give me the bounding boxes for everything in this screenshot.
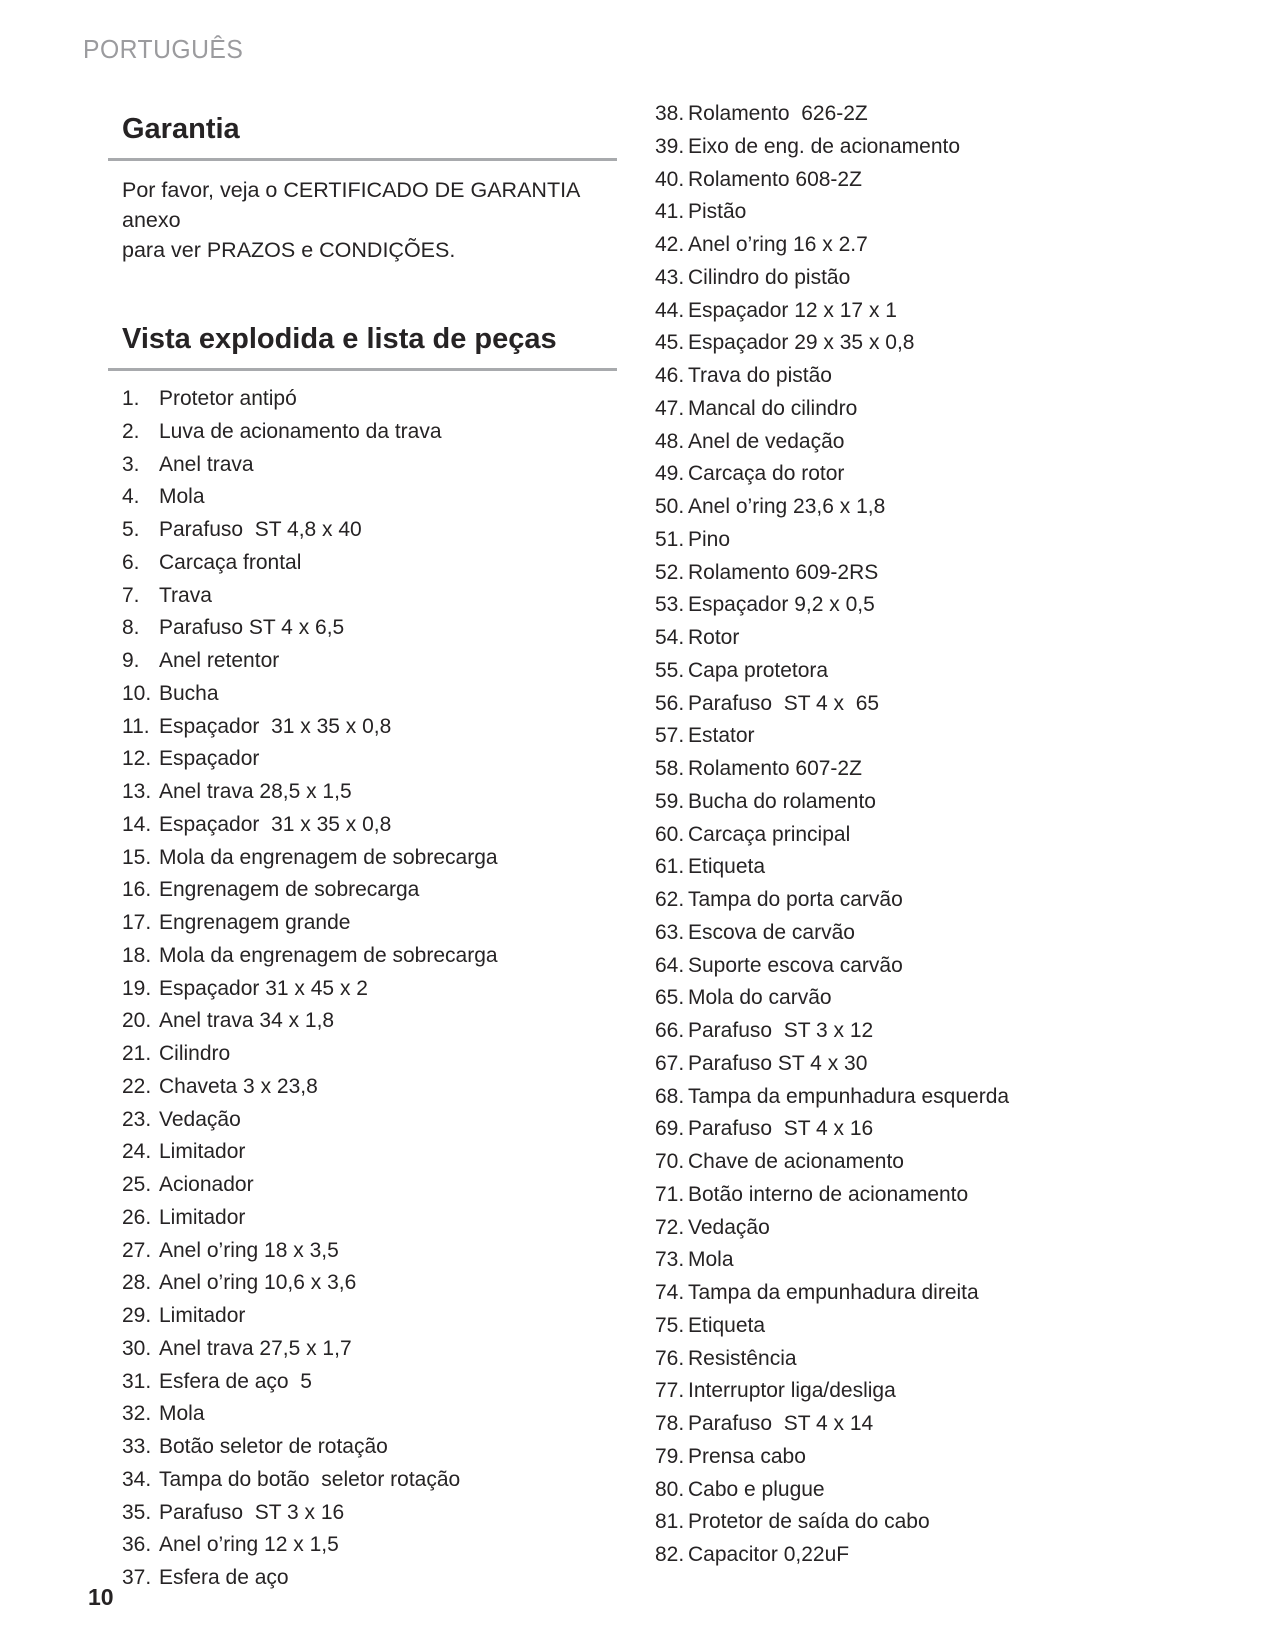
item-number: 82.	[655, 1543, 685, 1566]
item-number: 60.	[655, 822, 685, 846]
item-label: Pino	[688, 527, 731, 551]
item-number: 47.	[655, 396, 685, 420]
parts-list-item	[122, 1366, 617, 1399]
item-number: 7.	[122, 583, 140, 607]
item-label: Chaveta 3 x 23,8	[159, 1074, 318, 1098]
item-number: 67.	[655, 1051, 685, 1075]
garantia-body-line-2: para ver PRAZOS e CONDIÇÕES.	[122, 238, 456, 262]
parts-list-item	[122, 612, 617, 645]
item-number: 80.	[655, 1477, 685, 1501]
parts-list-item	[122, 1104, 617, 1137]
parts-list-item	[122, 1202, 617, 1235]
item-number: 41.	[655, 200, 685, 224]
item-label: Capacitor 0,22uF	[688, 1543, 850, 1566]
item-number: 77.	[655, 1379, 685, 1403]
parts-list-item	[122, 1529, 617, 1562]
item-label: Mola da engrenagem de sobrecarga	[159, 943, 498, 967]
item-label: Vedação	[688, 1215, 770, 1239]
parts-list-item	[655, 393, 1215, 426]
item-number: 34.	[122, 1467, 152, 1491]
item-label: Chave de acionamento	[688, 1150, 904, 1173]
item-label: Tampa da empunhadura esquerda	[688, 1084, 1010, 1108]
item-number: 78.	[655, 1412, 685, 1435]
item-number: 63.	[655, 920, 685, 944]
parts-list-item	[122, 1333, 617, 1366]
item-number: 38.	[655, 102, 685, 125]
item-number: 48.	[655, 429, 685, 453]
parts-list-item	[122, 743, 617, 776]
item-number: 1.	[122, 387, 140, 410]
item-number: 49.	[655, 462, 685, 486]
parts-list-item	[655, 1408, 1215, 1441]
item-label: Botão interno de acionamento	[688, 1182, 969, 1206]
item-number: 51.	[655, 527, 685, 551]
item-label: Prensa cabo	[688, 1444, 806, 1468]
parts-list-item	[655, 327, 1215, 360]
item-label: Parafuso ST 4 x 30	[688, 1051, 868, 1075]
parts-list-item	[122, 842, 617, 875]
parts-list-item	[122, 1169, 617, 1202]
item-label: Espaçador 31 x 45 x 2	[159, 976, 368, 1000]
parts-list-item	[655, 884, 1215, 917]
parts-list-item	[655, 164, 1215, 197]
item-label: Esfera de aço 5	[159, 1369, 312, 1393]
item-label: Anel de vedação	[688, 429, 845, 453]
parts-list-item	[655, 819, 1215, 852]
item-number: 50.	[655, 495, 685, 518]
parts-list-item	[122, 776, 617, 809]
section-title-parts-list: Vista explodida e lista de peças	[108, 322, 617, 371]
item-number: 65.	[655, 986, 685, 1010]
item-number: 3.	[122, 452, 140, 476]
parts-list-item	[122, 481, 617, 514]
parts-list-item	[655, 720, 1215, 753]
item-number: 22.	[122, 1074, 152, 1098]
item-label: Eixo de eng. de acionamento	[688, 134, 961, 158]
item-number: 68.	[655, 1084, 685, 1108]
item-number: 45.	[655, 331, 685, 355]
item-number: 62.	[655, 888, 685, 911]
item-label: Carcaça principal	[688, 822, 851, 846]
item-number: 52.	[655, 560, 685, 584]
parts-list-item	[655, 1310, 1215, 1343]
item-label: Resistência	[688, 1346, 797, 1370]
item-label: Anel o’ring 18 x 3,5	[159, 1238, 339, 1262]
item-number: 31.	[122, 1369, 152, 1393]
item-number: 81.	[655, 1510, 685, 1534]
right-column	[655, 98, 1215, 1572]
item-number: 6.	[122, 550, 140, 574]
item-label: Rolamento 607-2Z	[688, 757, 862, 780]
item-label: Parafuso ST 4,8 x 40	[159, 518, 362, 541]
item-number: 76.	[655, 1346, 685, 1370]
item-label: Mola da engrenagem de sobrecarga	[159, 845, 498, 869]
item-label: Espaçador 9,2 x 0,5	[688, 593, 875, 617]
item-number: 2.	[122, 419, 140, 443]
item-label: Bucha do rolamento	[688, 789, 876, 813]
parts-list-item	[122, 1038, 617, 1071]
item-label: Espaçador 31 x 35 x 0,8	[159, 714, 392, 738]
parts-list-item	[122, 1431, 617, 1464]
item-number: 26.	[122, 1205, 152, 1229]
parts-list-item	[655, 131, 1215, 164]
parts-list-item	[122, 383, 617, 416]
parts-list-item	[655, 458, 1215, 491]
parts-list-item	[655, 851, 1215, 884]
item-label: Tampa do botão seletor rotação	[159, 1467, 461, 1491]
item-label: Mola	[688, 1248, 734, 1272]
parts-list-item	[655, 589, 1215, 622]
item-label: Botão seletor de rotação	[159, 1435, 388, 1458]
item-label: Espaçador 12 x 17 x 1	[688, 298, 897, 322]
item-number: 21.	[122, 1042, 152, 1065]
item-label: Protetor antipó	[159, 387, 297, 410]
item-number: 40.	[655, 167, 685, 191]
item-number: 25.	[122, 1173, 152, 1196]
item-label: Escova de carvão	[688, 920, 855, 944]
item-label: Pistão	[688, 200, 747, 224]
item-label: Rolamento 609-2RS	[688, 560, 879, 584]
item-number: 69.	[655, 1117, 685, 1141]
parts-list-item	[122, 907, 617, 940]
parts-list-item	[122, 1267, 617, 1300]
parts-list-item	[655, 524, 1215, 557]
item-number: 42.	[655, 233, 685, 256]
parts-list-item	[122, 514, 617, 547]
item-label: Limitador	[159, 1140, 246, 1164]
item-number: 20.	[122, 1009, 152, 1033]
parts-list-item	[655, 688, 1215, 721]
item-number: 16.	[122, 878, 152, 902]
parts-list-item	[122, 416, 617, 449]
item-number: 46.	[655, 364, 685, 387]
item-label: Limitador	[159, 1205, 246, 1229]
item-label: Etiqueta	[688, 1313, 766, 1337]
item-label: Bucha	[159, 681, 219, 705]
item-number: 53.	[655, 593, 685, 617]
item-label: Cilindro	[159, 1042, 231, 1065]
parts-list-item	[655, 1244, 1215, 1277]
item-label: Espaçador	[159, 747, 260, 771]
item-number: 54.	[655, 626, 685, 649]
item-label: Anel trava 28,5 x 1,5	[159, 780, 352, 803]
item-label: Carcaça do rotor	[688, 462, 845, 486]
item-label: Trava do pistão	[688, 364, 832, 387]
item-label: Rotor	[688, 626, 740, 649]
item-number: 28.	[122, 1271, 152, 1295]
item-label: Parafuso ST 4 x 65	[688, 691, 880, 715]
parts-list-item	[655, 491, 1215, 524]
item-number: 75.	[655, 1313, 685, 1337]
parts-list-item	[122, 940, 617, 973]
item-label: Anel retentor	[159, 649, 280, 672]
parts-list-item	[122, 1497, 617, 1530]
item-number: 72.	[655, 1215, 685, 1239]
item-number: 37.	[122, 1566, 152, 1589]
parts-list-item	[122, 1071, 617, 1104]
item-number: 36.	[122, 1533, 152, 1557]
item-number: 79.	[655, 1444, 685, 1468]
item-number: 74.	[655, 1281, 685, 1304]
parts-list-left	[108, 383, 617, 1595]
item-label: Anel o’ring 23,6 x 1,8	[688, 495, 886, 518]
item-label: Interruptor liga/desliga	[688, 1379, 896, 1403]
item-number: 55.	[655, 658, 685, 682]
item-label: Mola	[159, 1402, 205, 1426]
item-number: 70.	[655, 1150, 685, 1173]
item-label: Acionador	[159, 1173, 254, 1196]
parts-list-item	[655, 426, 1215, 459]
item-number: 29.	[122, 1304, 152, 1327]
parts-list-item	[122, 1005, 617, 1038]
item-number: 35.	[122, 1500, 152, 1524]
item-label: Anel trava 27,5 x 1,7	[159, 1336, 352, 1360]
parts-list-item	[655, 1146, 1215, 1179]
parts-list-item	[655, 1506, 1215, 1539]
item-label: Parafuso ST 3 x 16	[159, 1500, 345, 1524]
item-label: Espaçador 31 x 35 x 0,8	[159, 812, 392, 836]
item-label: Anel trava	[159, 452, 254, 476]
item-number: 23.	[122, 1107, 152, 1131]
item-number: 59.	[655, 789, 685, 813]
parts-list-item	[655, 1441, 1215, 1474]
item-label: Etiqueta	[688, 855, 766, 879]
parts-list-item	[655, 1179, 1215, 1212]
item-label: Protetor de saída do cabo	[688, 1510, 930, 1534]
parts-list-item	[655, 917, 1215, 950]
item-number: 39.	[655, 134, 685, 158]
parts-list-item	[655, 196, 1215, 229]
item-number: 56.	[655, 691, 685, 715]
parts-list-item	[122, 1300, 617, 1333]
parts-list-item	[655, 786, 1215, 819]
parts-list-item	[655, 1048, 1215, 1081]
item-label: Parafuso ST 4 x 16	[688, 1117, 874, 1141]
item-label: Rolamento 626-2Z	[688, 102, 868, 125]
parts-list-item	[655, 1015, 1215, 1048]
parts-list-item	[655, 1277, 1215, 1310]
item-label: Estator	[688, 724, 755, 748]
item-number: 12.	[122, 747, 152, 771]
parts-list-item	[122, 645, 617, 678]
left-column	[108, 112, 617, 1595]
item-number: 8.	[122, 616, 140, 640]
language-header: PORTUGUÊS	[83, 34, 244, 64]
parts-list-item	[122, 678, 617, 711]
item-number: 14.	[122, 812, 152, 836]
parts-list-item	[655, 262, 1215, 295]
parts-list-item	[122, 1464, 617, 1497]
item-number: 73.	[655, 1248, 685, 1272]
parts-list-item	[655, 360, 1215, 393]
item-number: 11.	[122, 714, 150, 738]
parts-list-item	[655, 1474, 1215, 1507]
parts-list-item	[122, 711, 617, 744]
item-label: Mancal do cilindro	[688, 396, 858, 420]
parts-list-item	[122, 809, 617, 842]
parts-list-item	[655, 295, 1215, 328]
item-number: 10.	[122, 681, 152, 705]
parts-list-item	[655, 982, 1215, 1015]
item-label: Cabo e plugue	[688, 1477, 825, 1501]
garantia-body-line-1: Por favor, veja o CERTIFICADO DE GARANTIA anexo	[122, 178, 586, 232]
item-number: 33.	[122, 1435, 152, 1458]
item-label: Espaçador 29 x 35 x 0,8	[688, 331, 915, 355]
parts-list-item	[122, 1235, 617, 1268]
item-number: 64.	[655, 953, 685, 977]
item-label: Suporte escova carvão	[688, 953, 903, 977]
item-label: Vedação	[159, 1107, 241, 1131]
item-label: Tampa do porta carvão	[688, 888, 903, 911]
item-label: Engrenagem de sobrecarga	[159, 878, 420, 902]
item-number: 66.	[655, 1019, 685, 1042]
item-number: 24.	[122, 1140, 152, 1164]
item-label: Limitador	[159, 1304, 246, 1327]
item-label: Rolamento 608-2Z	[688, 167, 862, 191]
parts-list-item	[655, 1212, 1215, 1245]
item-number: 4.	[122, 485, 140, 509]
item-number: 30.	[122, 1336, 152, 1360]
parts-list-item	[122, 973, 617, 1006]
parts-list-item	[655, 98, 1215, 131]
item-number: 32.	[122, 1402, 152, 1426]
parts-list-item	[655, 1375, 1215, 1408]
item-label: Parafuso ST 4 x 14	[688, 1412, 874, 1435]
item-label: Anel o’ring 10,6 x 3,6	[159, 1271, 357, 1295]
section-title-garantia: Garantia	[108, 112, 617, 161]
item-number: 61.	[655, 855, 685, 879]
parts-list-item	[122, 449, 617, 482]
page-number: 10	[88, 1584, 114, 1610]
item-number: 5.	[122, 518, 140, 541]
parts-list-item	[122, 1398, 617, 1431]
parts-list-item	[655, 655, 1215, 688]
parts-list-item	[655, 753, 1215, 786]
item-number: 15.	[122, 845, 152, 869]
item-label: Parafuso ST 3 x 12	[688, 1019, 874, 1042]
parts-list-item	[655, 622, 1215, 655]
item-label: Trava	[159, 583, 212, 607]
parts-list-item	[122, 547, 617, 580]
item-number: 9.	[122, 649, 140, 672]
item-label: Anel o’ring 16 x 2.7	[688, 233, 868, 256]
parts-list-item	[655, 1343, 1215, 1376]
item-label: Luva de acionamento da trava	[159, 419, 442, 443]
item-label: Mola	[159, 485, 205, 509]
item-label: Parafuso ST 4 x 6,5	[159, 616, 345, 640]
item-number: 57.	[655, 724, 685, 748]
item-number: 43.	[655, 265, 685, 289]
item-label: Anel o’ring 12 x 1,5	[159, 1533, 339, 1557]
item-number: 27.	[122, 1238, 152, 1262]
item-label: Anel trava 34 x 1,8	[159, 1009, 335, 1033]
parts-list-item	[122, 580, 617, 613]
item-label: Cilindro do pistão	[688, 265, 851, 289]
garantia-body	[108, 175, 617, 265]
parts-list-item	[655, 229, 1215, 262]
item-number: 44.	[655, 298, 685, 322]
item-number: 13.	[122, 780, 152, 803]
parts-list-item	[122, 1136, 617, 1169]
item-number: 58.	[655, 757, 685, 780]
parts-list-right	[655, 98, 1215, 1572]
item-number: 19.	[122, 976, 152, 1000]
item-label: Esfera de aço	[159, 1566, 289, 1589]
item-label: Tampa da empunhadura direita	[688, 1281, 979, 1304]
item-number: 71.	[655, 1182, 685, 1206]
item-label: Capa protetora	[688, 658, 829, 682]
parts-list-item	[655, 1081, 1215, 1114]
parts-list-item	[122, 874, 617, 907]
item-label: Engrenagem grande	[159, 911, 351, 934]
parts-list-item	[655, 950, 1215, 983]
parts-list-item	[655, 1113, 1215, 1146]
item-label: Mola do carvão	[688, 986, 832, 1010]
parts-list-item	[655, 557, 1215, 590]
parts-list-item	[122, 1562, 617, 1595]
parts-list-item	[655, 1539, 1215, 1572]
item-number: 18.	[122, 943, 152, 967]
item-label: Carcaça frontal	[159, 550, 302, 574]
item-number: 17.	[122, 911, 152, 934]
